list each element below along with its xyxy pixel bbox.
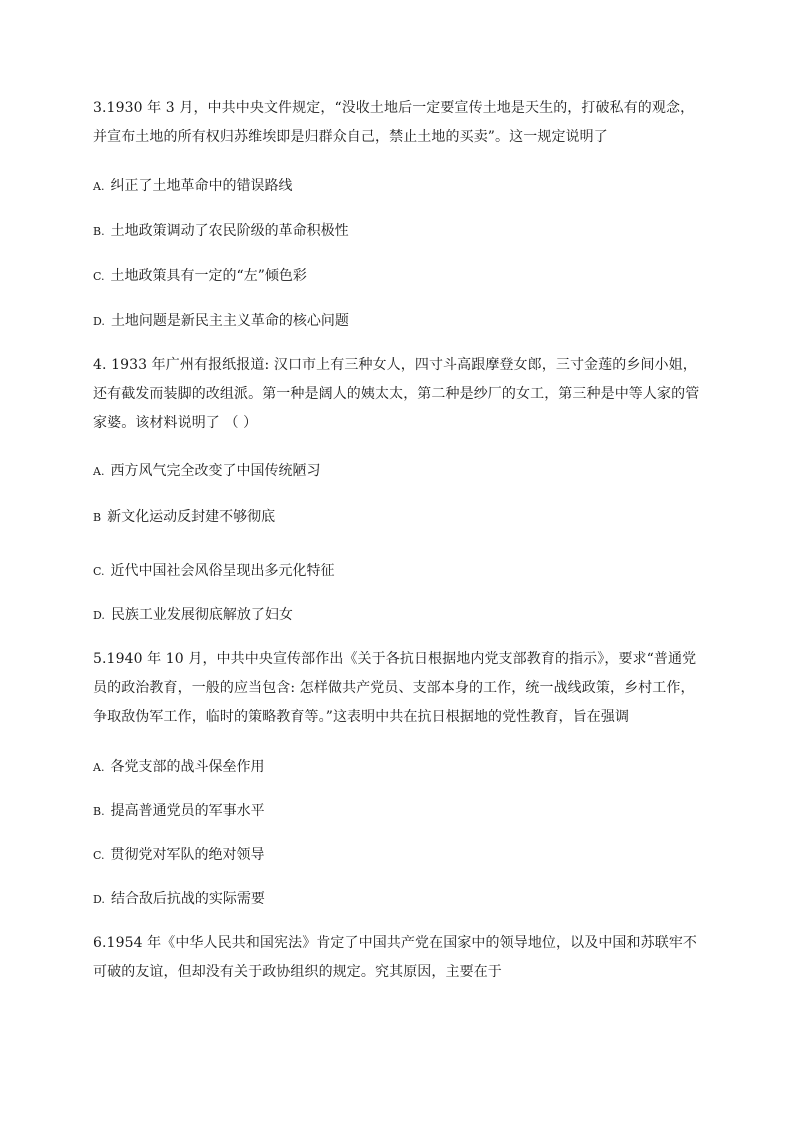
- question-3-option-a: [93, 176, 705, 197]
- option-text: 纠正了土地革命中的错误路线: [110, 178, 293, 194]
- option-text: 贯彻党对军队的绝对领导: [110, 847, 265, 863]
- question-5-option-a: [93, 757, 705, 778]
- option-letter: D.: [93, 893, 105, 906]
- option-text: 各党支部的战斗保垒作用: [110, 759, 265, 775]
- option-text: 新文化运动反封建不够彻底: [107, 509, 276, 525]
- option-letter: D.: [93, 609, 105, 622]
- option-text: 西方风气完全改变了中国传统陋习: [110, 463, 321, 479]
- question-4-stem: 4. 1933 年广州有报纸报道: 汉口市上有三种女人，四寸斗高跟摩登女郎，三寸金莲的乡间小姐，还有截发而装脚的改组派。第一种是阔人的姨太太，第二种是纱厂的女工，第三种是中等人家的管家婆。该材料说明了 （ ）: [93, 357, 700, 431]
- question-4-option-d: [93, 605, 705, 626]
- question-3-option-b: [93, 221, 705, 242]
- question-5-option-c: [93, 845, 705, 866]
- option-text: 土地问题是新民主主义革命的核心问题: [110, 313, 349, 329]
- question-3-option-c: [93, 266, 705, 287]
- question-6-stem: 6.1954 年《中华人民共和国宪法》肯定了中国共产党在国家中的领导地位，以及中国和苏联牢不可破的友谊，但却没有关于政协组织的规定。究其原因，主要在于: [93, 935, 698, 980]
- option-text: 土地政策具有一定的“左”倾色彩: [110, 268, 307, 284]
- question-5-option-d: [93, 889, 705, 910]
- option-text: 土地政策调动了农民阶级的革命积极性: [110, 223, 349, 239]
- option-text: 近代中国社会风俗呈现出多元化特征: [110, 563, 335, 579]
- option-letter: B.: [93, 805, 105, 818]
- question-3-stem: 3.1930 年 3 月，中共中央文件规定，“没收土地后一定要宣传土地是天生的，打破私有的观念，并宣布土地的所有权归苏维埃即是归群众自己，禁止土地的买卖”。这一规定说明了: [93, 100, 695, 145]
- option-text: 提高普通党员的军事水平: [110, 803, 265, 819]
- option-letter: A.: [93, 761, 105, 774]
- option-letter: C.: [93, 270, 105, 283]
- question-4-option-c: [93, 561, 705, 582]
- option-letter: D.: [93, 315, 105, 328]
- option-text: 民族工业发展彻底解放了妇女: [110, 607, 293, 623]
- option-letter: A.: [93, 180, 105, 193]
- question-5-option-b: [93, 801, 705, 822]
- option-letter: A.: [93, 465, 105, 478]
- question-4-option-b: [93, 507, 705, 528]
- question-5-stem: 5.1940 年 10 月，中共中央宣传部作出《关于各抗日根据地内党支部教育的指示》，要求“普通党员的政治教育，一般的应当包含: 怎样做共产党员、支部本身的工作，统一战线政策，乡村工作，争取敌伪军工作，临时的策略教育等。”这表明中共在抗日根据地的党性教育，旨在强调: [93, 651, 697, 725]
- option-letter: C.: [93, 565, 105, 578]
- option-letter: B.: [93, 225, 105, 238]
- option-letter: B: [93, 511, 102, 524]
- question-3-option-d: [93, 311, 705, 332]
- question-4-option-a: [93, 461, 705, 482]
- option-text: 结合敌后抗战的实际需要: [110, 891, 265, 907]
- option-letter: C.: [93, 849, 105, 862]
